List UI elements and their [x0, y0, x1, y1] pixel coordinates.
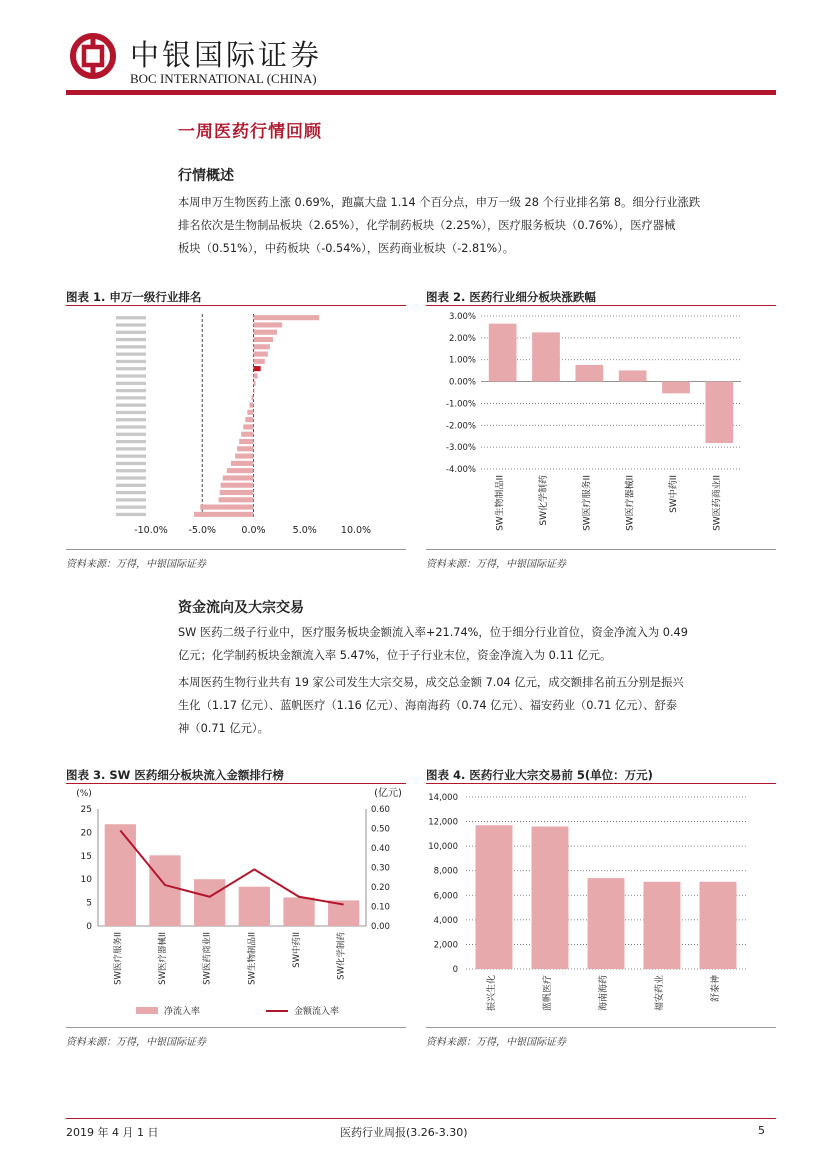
y-tick-label: 10,000 [428, 842, 458, 853]
chart-bar [532, 332, 560, 381]
legend-bar-swatch [136, 1007, 158, 1014]
category-label-placeholder [116, 455, 146, 458]
chart-bar [489, 324, 517, 382]
category-label-placeholder [116, 498, 146, 501]
y-tick-label: 8,000 [433, 866, 458, 877]
chart-bar [588, 878, 625, 969]
brand-name-en: BOC INTERNATIONAL (CHINA) [130, 71, 317, 86]
flow-heading: 资金流向及大宗交易 [178, 600, 304, 616]
x-tick-label: SW医药商业II [712, 475, 723, 531]
x-tick-label: SW中药II [292, 932, 302, 968]
chart-bar [247, 410, 253, 415]
left-tick-label: 25 [80, 805, 92, 815]
boc-logo-icon [70, 33, 116, 79]
chart-bar [254, 337, 273, 342]
right-tick-label: 0.40 [371, 844, 390, 854]
x-tick-label: SW医疗服务II [582, 475, 593, 531]
y-tick-label: 6,000 [433, 891, 458, 902]
category-label-placeholder [116, 462, 146, 465]
category-label-placeholder [116, 491, 146, 494]
legend-label: 净流入率 [164, 1007, 201, 1017]
chart-bar [254, 373, 258, 378]
flow-line: 生化（1.17 亿元）、蓝帆医疗（1.16 亿元）、海南海药（0.74 亿元）、福安药业（0.71 亿元）、舒泰 [178, 699, 678, 712]
category-label-placeholder [116, 404, 146, 407]
fig4-caption: 图表 4. 医药行业大宗交易前 5(单位：万元) [426, 768, 653, 782]
flow-line: 亿元；化学制药板块金额流入率 5.47%，位于子行业末位，资金净流入为 0.11 亿元。 [178, 649, 612, 662]
chart-bar [619, 370, 647, 381]
category-label-placeholder [116, 367, 146, 370]
chart-bar [223, 475, 254, 480]
chart-bar [254, 359, 265, 364]
y-tick-label: 2.00% [448, 333, 476, 344]
x-tick-label: SW生物制品II [247, 932, 258, 985]
x-tick-label: 舒泰神 [711, 975, 721, 1003]
section-title: 一周医药行情回顾 [178, 122, 322, 142]
category-label-placeholder [116, 476, 146, 479]
brand-name-cn: 中银国际证券 [130, 38, 323, 72]
fig3-bottom-rule [66, 1027, 406, 1028]
right-axis-label: (亿元) [374, 788, 402, 799]
chart-bar [200, 505, 253, 510]
chart-bar [235, 454, 253, 459]
x-tick-label: SW医疗器械II [625, 475, 636, 531]
category-label-placeholder [116, 411, 146, 414]
fig2-chart [426, 306, 776, 546]
left-tick-label: 0 [86, 922, 92, 932]
fig1-source: 资料来源：万得，中银国际证券 [66, 559, 206, 570]
category-label-placeholder [116, 469, 146, 472]
right-tick-label: 0.10 [371, 902, 390, 913]
chart-bar [254, 381, 256, 386]
chart-bar [575, 365, 603, 382]
right-tick-label: 0.60 [371, 805, 390, 815]
y-tick-label: 14,000 [428, 793, 458, 803]
fig4-bottom-rule [426, 1027, 776, 1028]
fig3-caption: 图表 3. SW 医药细分板块流入金额排行榜 [66, 768, 284, 782]
x-tick-label: 0.0% [241, 525, 266, 536]
chart-bar [283, 897, 314, 926]
category-label-placeholder [116, 360, 146, 363]
chart-bar [662, 382, 690, 394]
y-tick-label: -2.00% [445, 421, 476, 432]
chart-bar [239, 439, 253, 444]
category-label-placeholder [116, 345, 146, 348]
category-label-placeholder [116, 506, 146, 509]
flow-line: 神（0.71 亿元）。 [178, 722, 269, 735]
category-label-placeholder [116, 433, 146, 436]
category-label-placeholder [116, 331, 146, 334]
chart-bar [219, 497, 254, 502]
footer-date: 2019 年 4 月 1 日 [66, 1126, 159, 1139]
footer-report-name: 医药行业周报(3.26-3.30) [340, 1126, 468, 1139]
chart-bar [476, 825, 513, 969]
y-tick-label: -3.00% [445, 443, 476, 454]
chart-bar [231, 461, 254, 466]
right-tick-label: 0.30 [371, 863, 390, 874]
right-tick-label: 0.20 [371, 883, 390, 893]
x-tick-label: 蓝帆医疗 [543, 975, 553, 1012]
chart-bar [254, 366, 261, 371]
overview-line: 本周申万生物医药上涨 0.69%，跑赢大盘 1.14 个百分点，申万一级 28 个行业排名第 8。细分行业涨跌 [178, 196, 701, 209]
chart-bar [644, 882, 681, 969]
chart-bar [241, 432, 253, 437]
flow-line: SW 医药二级子行业中，医疗服务板块金额流入率+21.74%，位于细分行业首位，资金净流入为 0.49 [178, 626, 688, 639]
overview-paragraph [178, 191, 778, 260]
y-tick-label: 0.00% [448, 377, 476, 388]
x-tick-label: -5.0% [188, 525, 217, 536]
overview-line: 排名依次是生物制品板块（2.65%），化学制药板块（2.25%），医疗服务板块（0.76%），医疗器械 [178, 219, 676, 232]
y-tick-label: -1.00% [445, 399, 476, 410]
x-tick-label: SW生物制品II [495, 475, 506, 531]
chart-bar [251, 395, 253, 400]
x-tick-label: SW中药II [669, 475, 679, 513]
left-tick-label: 15 [80, 851, 92, 862]
category-label-placeholder [116, 353, 146, 356]
category-label-placeholder [116, 447, 146, 450]
fig2-caption: 图表 2. 医药行业细分板块涨跌幅 [426, 290, 596, 304]
x-tick-label: 5.0% [292, 525, 317, 536]
fig1-chart [66, 306, 406, 546]
overview-line: 板块（0.51%），中药板块（-0.54%），医药商业板块（-2.81%）。 [178, 242, 515, 255]
header-rule [66, 90, 776, 95]
page-number: 5 [758, 1124, 765, 1137]
fig4-source: 资料来源：万得，中银国际证券 [426, 1037, 566, 1048]
category-label-placeholder [116, 323, 146, 326]
category-label-placeholder [116, 484, 146, 487]
footer-rule [66, 1118, 776, 1119]
chart-bar [254, 344, 270, 349]
flow-line: 本周医药生物行业共有 19 家公司发生大宗交易，成交总金额 7.04 亿元，成交额排名前五分别是振兴 [178, 676, 684, 689]
chart-bar [227, 468, 254, 473]
right-tick-label: 0.50 [371, 824, 390, 835]
legend-label: 金额流入率 [294, 1007, 340, 1017]
chart-bar [700, 882, 737, 969]
fig2-bottom-rule [426, 549, 776, 550]
flow-paragraph-2 [178, 671, 778, 740]
x-tick-label: 振兴生化 [487, 975, 497, 1012]
chart-bar [249, 403, 253, 408]
chart-bar [149, 855, 180, 926]
chart-bar [237, 446, 253, 451]
chart-bar [194, 512, 253, 517]
category-label-placeholder [116, 440, 146, 443]
x-tick-label: -10.0% [134, 525, 168, 536]
chart-bar [194, 879, 225, 926]
chart-bar [254, 352, 268, 357]
y-tick-label: 1.00% [448, 355, 476, 366]
chart-bar [254, 330, 278, 335]
chart-bar [532, 826, 569, 969]
x-tick-label: SW化学制药 [336, 932, 347, 980]
flow-paragraph-1 [178, 621, 778, 667]
chart-bar [254, 322, 283, 327]
x-tick-label: 海南海药 [599, 975, 609, 1012]
chart-bar [220, 490, 254, 495]
chart-bar [221, 483, 254, 488]
category-label-placeholder [116, 513, 146, 516]
x-tick-label: SW医疗服务II [113, 932, 124, 985]
left-tick-label: 10 [80, 875, 92, 886]
category-label-placeholder [116, 316, 146, 319]
category-label-placeholder [116, 389, 146, 392]
x-tick-label: SW化学制药 [539, 475, 549, 526]
header [0, 0, 827, 100]
y-tick-label: 3.00% [448, 312, 476, 322]
fig1-bottom-rule [66, 549, 406, 550]
category-label-placeholder [116, 425, 146, 428]
left-axis-label: (%) [76, 789, 92, 799]
y-tick-label: -4.00% [445, 465, 476, 475]
x-tick-label: 10.0% [340, 525, 372, 536]
fig4-chart [426, 784, 776, 1024]
y-tick-label: 0 [452, 965, 458, 975]
fig3-source: 资料来源：万得，中银国际证券 [66, 1037, 206, 1048]
fig2-source: 资料来源：万得，中银国际证券 [426, 559, 566, 570]
category-label-placeholder [116, 338, 146, 341]
fig1-caption: 图表 1. 申万一级行业排名 [66, 290, 202, 304]
chart-bar [243, 424, 253, 429]
chart-bar [254, 315, 320, 320]
category-label-placeholder [116, 374, 146, 377]
y-tick-label: 4,000 [433, 915, 458, 926]
right-tick-label: 0.00 [371, 922, 390, 932]
x-tick-label: SW医药商业II [202, 932, 213, 985]
fig3-chart [66, 784, 406, 1024]
chart-bar [705, 382, 733, 443]
category-label-placeholder [116, 382, 146, 385]
y-tick-label: 12,000 [428, 817, 458, 828]
category-label-placeholder [116, 418, 146, 421]
y-tick-label: 2,000 [433, 940, 458, 951]
chart-bar [239, 887, 270, 926]
chart-bar [245, 417, 253, 422]
x-tick-label: 福安药业 [655, 975, 665, 1012]
chart-bar [254, 388, 255, 393]
chart-bar [105, 824, 136, 926]
x-tick-label: SW医疗器械II [158, 932, 168, 985]
left-tick-label: 5 [86, 898, 92, 909]
category-label-placeholder [116, 396, 146, 399]
left-tick-label: 20 [80, 828, 92, 839]
overview-heading: 行情概述 [178, 168, 234, 184]
